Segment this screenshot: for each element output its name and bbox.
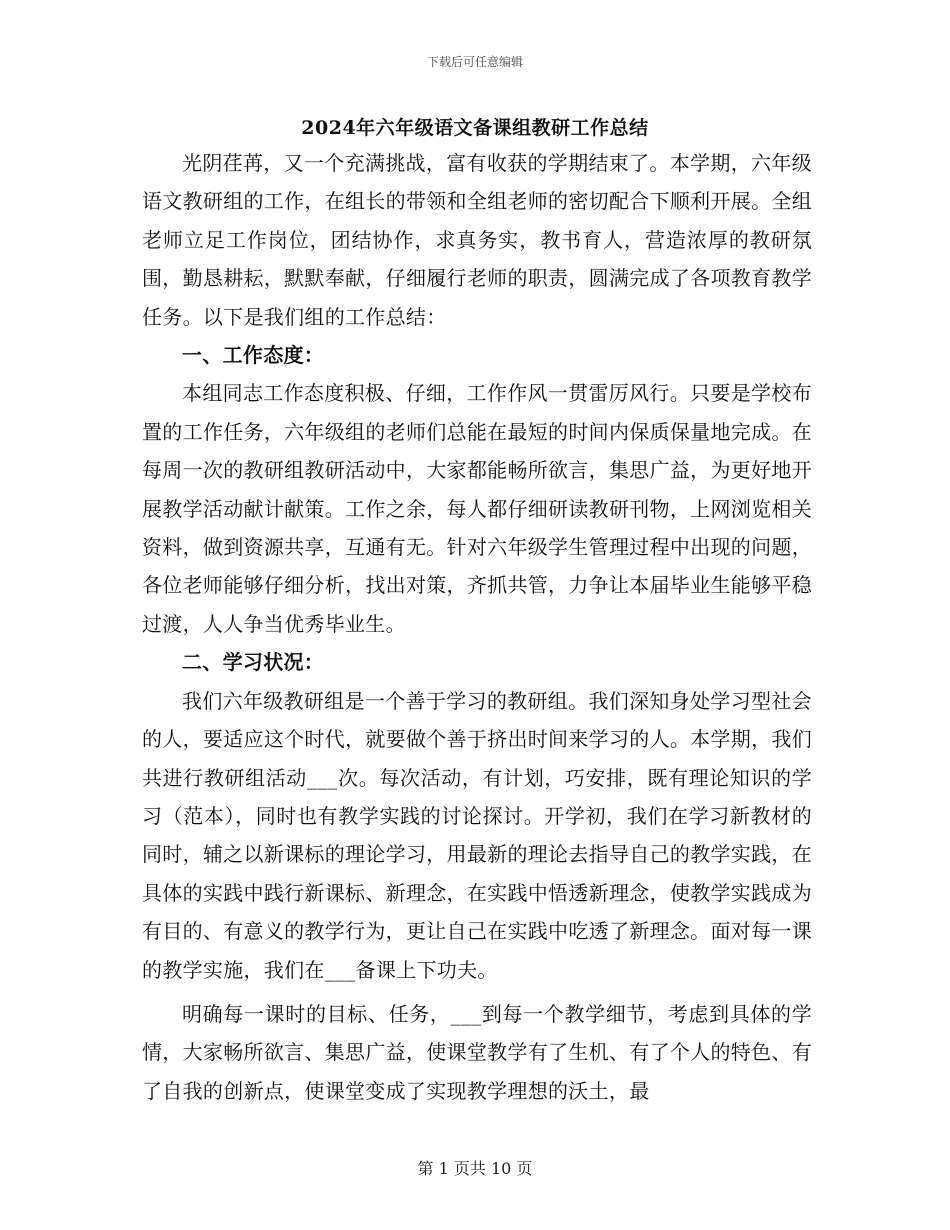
section-heading-study-status: 二、学习状况： xyxy=(182,650,325,675)
page-number-footer: 第 1 页共 10 页 xyxy=(417,1159,533,1178)
page-header-note: 下载后可任意编辑 xyxy=(426,55,523,69)
study-status-paragraph: 我们六年级教研组是一个善于学习的教研组。我们深知身处学习型社会的人，要适应这个时代，就要做个善于挤出时间来学习的人。本学期，我们共进行教研组活动___次。每次活动，有计划，巧安排，既有理论知识的学习（范本），同时也有教学实践的讨论探讨。开学初，我们在学习新教材的同时，辅之以新课标的理论学习，用最新的理论去指导自己的教学实践，在具体的实践中践行新课标、新理念，在实践中悟透新理念，使教学实践成为有目的、有意义的教学行为，更让自己在实践中吃透了新理念。面对每一课的教学实施，我们在___备课上下功夫。 xyxy=(142,688,812,982)
work-attitude-paragraph: 本组同志工作态度积极、仔细，工作作风一贯雷厉风行。只要是学校布置的工作任务，六年级组的老师们总能在最短的时间内保质保量地完成。在每周一次的教研组教研活动中，大家都能畅所欲言，集思广益，为更好地开展教学活动献计献策。工作之余，每人都仔细研读教研刊物，上网浏览相关资料，做到资源共享，互通有无。针对六年级学生管理过程中出现的问题，各位老师能够仔细分析，找出对策，齐抓共管，力争让本届毕业生能够平稳过渡，人人争当优秀毕业生。 xyxy=(142,381,812,636)
lesson-goals-paragraph: 明确每一课时的目标、任务，___到每一个教学细节，考虑到具体的学情，大家畅所欲言、集思广益，使课堂教学有了生机、有了个人的特色、有了自我的创新点，使课堂变成了实现教学理想的沃土，最 xyxy=(142,1001,812,1103)
document-title: 2024年六年级语文备课组教研工作总结 xyxy=(301,117,649,139)
document-body xyxy=(142,144,812,1110)
section-heading-work-attitude: 一、工作态度： xyxy=(182,343,325,368)
intro-paragraph: 光阴荏苒，又一个充满挑战，富有收获的学期结束了。本学期，六年级语文教研组的工作，在组长的带领和全组老师的密切配合下顺利开展。全组老师立足工作岗位，团结协作，求真务实，教书育人，营造浓厚的教研氛围，勤恳耕耘，默默奉献，仔细履行老师的职责，圆满完成了各项教育教学任务。以下是我们组的工作总结： xyxy=(142,151,812,329)
